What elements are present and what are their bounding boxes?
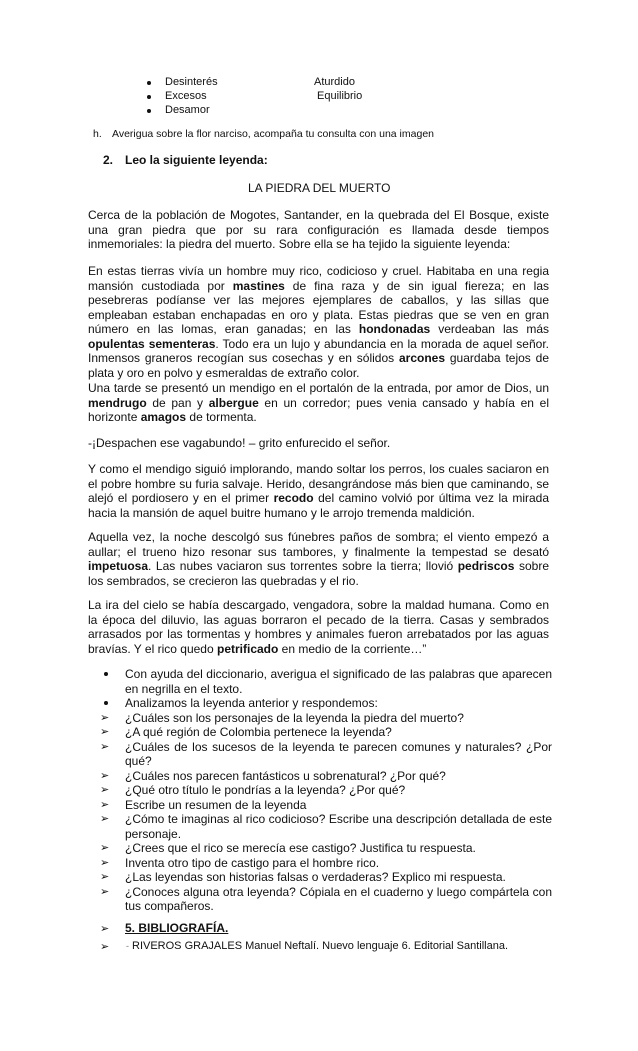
arrow-bullet-icon: ➢ — [100, 798, 110, 811]
arrow-bullet-icon: ➢ — [100, 813, 110, 825]
bold-word: mendrugo — [88, 395, 147, 410]
activities-list — [100, 667, 552, 914]
bullet-dot — [104, 701, 108, 705]
legend-title: LA PIEDRA DEL MUERTO — [248, 181, 391, 195]
item-h-text: Averigua sobre la flor narciso, acompaña tu consulta con una imagen — [112, 128, 434, 140]
paragraph-2: En estas tierras vivía un hombre muy rico, codicioso y cruel. Habitaba en una regia mansión custodiada por mastines de fina raza y de sin igual fiereza; en las pesebreras podíanse ver las mejores ejemplares de caballos, y las sillas que empleaban estaban enchapadas en oro y plata. Estas piedras que se ven en gran número en las lomas, eran ganadas; en las hondonadas verdeaban las más opulentas sementeras. Todo era un lujo y abundancia en la morada de aquel señor. Inmensos graneros recogían sus cosechas y en sólidos arcones guardaba tejos de plata y oro en polvo y esmeraldas de extraño color. — [88, 264, 550, 380]
bold-word: opulentas sementeras — [88, 336, 216, 351]
arrow-bullet-icon: ➢ — [100, 856, 110, 869]
list-item: Equilibrio — [317, 90, 363, 102]
list-item: Desinterés — [165, 76, 218, 88]
bold-word: impetuosa — [88, 559, 149, 573]
list-item: ➢ ¿Conoces alguna otra leyenda? Cópiala en el cuaderno y luego compártela con tus compañeros. — [100, 884, 552, 913]
list-item: ➢ ¿Cuáles son los personajes de la leyenda la piedra del muerto? — [100, 710, 464, 725]
list-item: ➢ Escribe un resumen de la leyenda — [100, 797, 307, 812]
paragraph-1: Cerca de la población de Mogotes, Santander, en la quebrada del El Bosque, existe una gran piedra que por su rara configuración es llamada desde tiempos inmemoriales: la piedra del muerto. Sobre ella se ha tejido la siguiente leyenda: — [88, 208, 549, 251]
list-item: ➢ ¿Crees que el rico se merecía ese castigo? Justifica tu respuesta. — [100, 841, 476, 855]
bullet-dot — [147, 95, 151, 99]
list-item: Aturdido — [314, 76, 355, 88]
list-item: Con ayuda del diccionario, averigua el significado de las palabras que aparecen en negrilla en el texto. — [100, 667, 552, 696]
arrow-bullet-icon: ➢ — [100, 711, 110, 724]
list-item: Excesos — [165, 90, 207, 102]
bullet-dot — [104, 672, 108, 676]
bold-word: recodo — [273, 491, 314, 505]
list-item: ➢ ¿Cuáles nos parecen fantásticos u sobrenatural? ¿Por qué? — [100, 768, 446, 783]
bibliography-entry: RIVEROS GRAJALES Manuel Neftalí. Nuevo lenguaje 6. Editorial Santillana. — [132, 940, 509, 952]
paragraph-4: -¡Despachen ese vagabundo! – grito enfurecido el señor. — [88, 436, 391, 450]
bold-word: petrificado — [216, 641, 279, 656]
arrow-bullet-icon: ➢ — [100, 726, 110, 738]
list-item: ➢ Inventa otro tipo de castigo para el hombre rico. — [100, 855, 380, 870]
arrow-bullet-icon: ➢ — [100, 769, 110, 782]
arrow-bullet-icon: ➢ — [100, 871, 110, 883]
paragraph-7: La ira del cielo se había descargado, vengadora, sobre la maldad humana. Como en la época del diluvio, las aguas borraron el pecado de la tierra. Casas y sembrados arrasados por las tormentas y hombres y animales fueron arrebatados por las aguas bravías. Y el rico quedo petrificado en medio de la corriente…” — [88, 598, 549, 656]
section-number: 2. — [103, 153, 114, 167]
bold-word: pedriscos — [457, 559, 515, 573]
bold-word: amagos — [140, 410, 187, 424]
paragraph-6: Aquella vez, la noche descolgó sus fúnebres paños de sombra; el viento empezó a aullar; el trueno hizo resonar sus tambores, y finalmente la tempestad se desató impetuosa. Las nubes vaciaron sus torrentes sobre la tierra; llovió pedriscos sobre los sembrados, se crecieron las quebradas y el rio. — [88, 530, 549, 588]
bold-word: hondonadas — [358, 322, 431, 336]
item-h-marker: h. — [93, 128, 102, 140]
arrow-bullet-icon: ➢ — [100, 885, 110, 898]
arrow-bullet-icon: ➢ — [100, 740, 110, 753]
bullet-dot — [147, 81, 151, 85]
list-item: ➢ ¿A qué región de Colombia pertenece la leyenda? — [100, 725, 392, 739]
bibliography-dash: - — [126, 941, 129, 951]
list-item: ➢ ¿Qué otro título le pondrías a la leyenda? ¿Por qué? — [100, 783, 406, 797]
arrow-bullet-icon: ➢ — [100, 842, 110, 854]
list-item: ➢ ¿Cuáles de los sucesos de la leyenda te parecen comunes y naturales? ¿Por qué? — [100, 739, 552, 768]
list-item: ➢ ¿Cómo te imaginas al rico codicioso? Escribe una descripción detallada de este personaje. — [100, 812, 552, 841]
list-item: ➢ ¿Las leyendas son historias falsas o verdaderas? Explico mi respuesta. — [100, 870, 506, 884]
bold-word: mastines — [232, 278, 285, 293]
bibliography-heading: 5. BIBLIOGRAFÍA. — [125, 921, 229, 935]
arrow-bullet-icon: ➢ — [100, 784, 110, 796]
bullet-dot — [147, 109, 151, 113]
paragraph-5: Y como el mendigo siguió implorando, mando soltar los perros, los cuales saciaron en el pobre hombre su furia salvaje. Herido, desangrándose más bien que caminando, se alejó el pordiosero y en el primer recodo del camino volvió por última vez la mirada hacia la mansión de aquel buitre humano y le arrojo tremenda maldición. — [88, 462, 549, 520]
section-title: Leo la siguiente leyenda: — [125, 153, 268, 167]
arrow-bullet-icon: ➢ — [100, 923, 110, 935]
bold-word: arcones — [399, 351, 446, 365]
list-item: Analizamos la leyenda anterior y respondemos: — [100, 696, 552, 711]
bold-word: albergue — [208, 395, 259, 410]
arrow-bullet-icon: ➢ — [100, 941, 110, 953]
list-item: Desamor — [165, 104, 210, 116]
paragraph-3: Una tarde se presentó un mendigo en el portalón de la entrada, por amor de Dios, un mendrugo de pan y albergue en un corredor; pues venia cansado y había en el horizonte amagos de tormenta. — [88, 381, 549, 424]
